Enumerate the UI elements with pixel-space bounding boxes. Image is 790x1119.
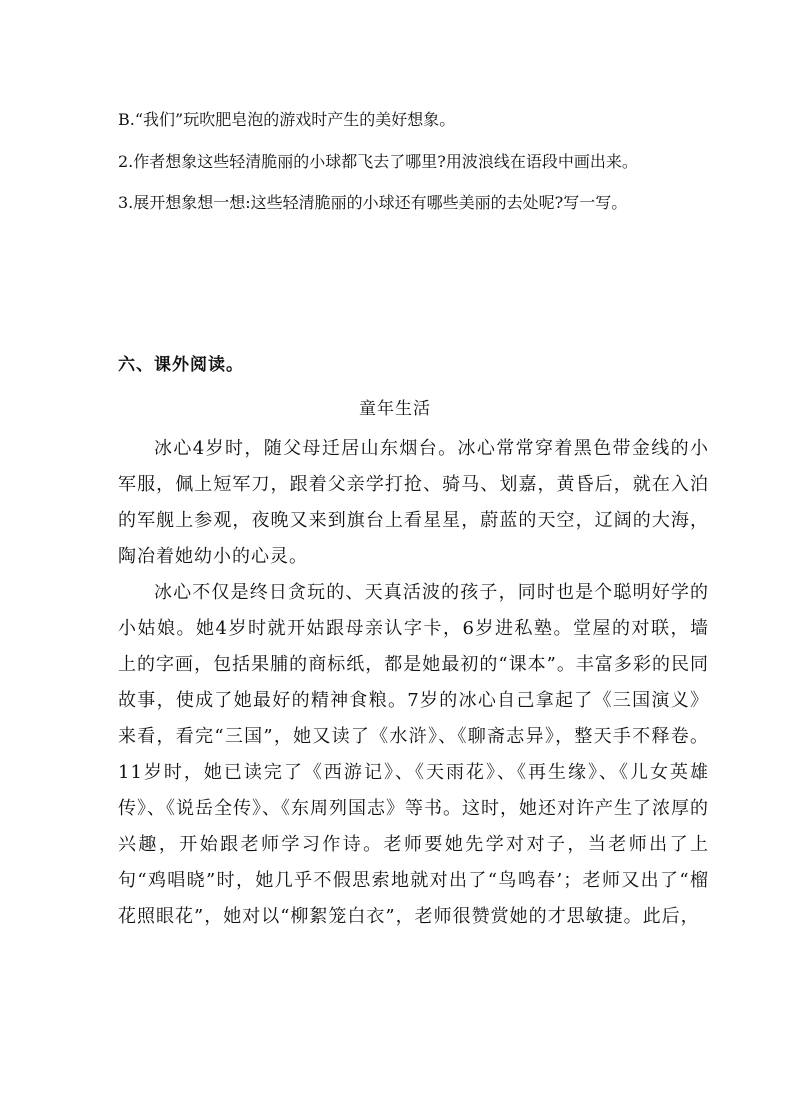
article-paragraph-2: 冰心不仅是终日贪玩的、天真活波的孩子，同时也是个聪明好学的小姑娘。她4岁时就开姑跟母亲认字卡，6岁进私塾。堂屋的对联，墙上的字画，包括果脯的商标纸，都是她最初的“课本”。丰富多彩的民同故事，使成了她最好的精神食粮。7岁的冰心自己拿起了《三国演义》来看，看完“三国”，她又读了《水浒》、《聊斋志异》，整天手不释卷。11岁时，她已读完了《西游记》、《天雨花》、《再生缘》、《儿女英雄传》、《说岳全传》、《东周列国志》等书。这时，她还对许产生了浓厚的兴趣，开始跟老师学习作诗。老师要她先学对对子，当老师出了上句“鸡唱晓”时，她几乎不假思索地就对出了“鸟鸣春’；老师又出了“榴花照眼花”，她对以“柳絮笼白衣”，老师很赞赏她的才思敏捷。此后，	[118, 582, 709, 927]
question-3: 3.展开想象想一想:这些轻清脆丽的小球还有哪些美丽的去处呢?写一写。	[118, 193, 628, 212]
question-2: 2.作者想象这些轻清脆丽的小球都飞去了哪里?用波浪线在语段中画出来。	[118, 152, 638, 171]
section-heading: 六、课外阅读。	[118, 355, 244, 375]
question-option-b: B.“我们”玩吹肥皂泡的游戏时产生的美好想象。	[118, 110, 456, 129]
article-body	[118, 431, 709, 935]
article-paragraph-1: 冰心4岁时，随父母迁居山东烟台。冰心常常穿着黑色带金线的小军服，佩上短军刀，跟着父亲学打抢、骑马、划嘉，黄昏后，就在入泊的军舰上参观，夜晚又来到旗台上看星星，蔚蓝的天空，辽阔的大海，陶冶着她幼小的心灵。	[118, 438, 709, 567]
article-title: 童年生活	[359, 399, 431, 419]
